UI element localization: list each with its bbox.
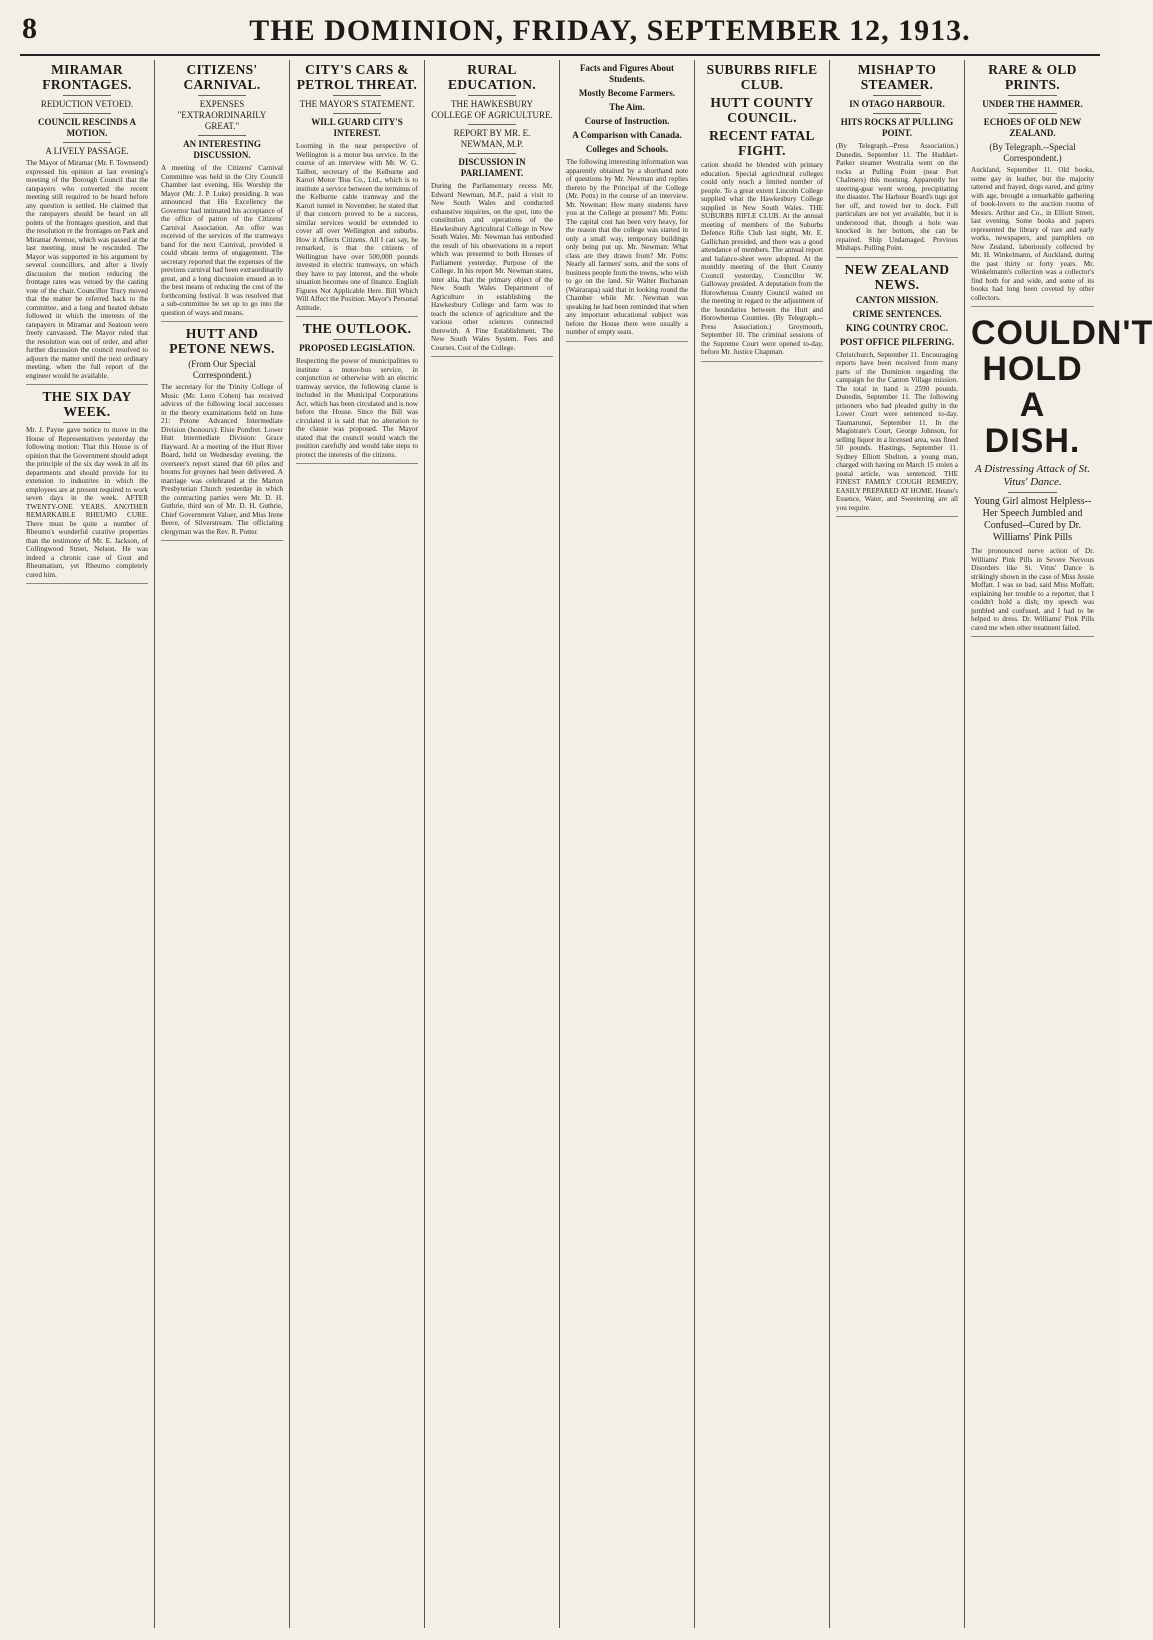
article (296, 62, 418, 317)
article-body: (By Telegraph.--Press Association.) Dunedin, September 11. The Huddart-Parker steamer Westralia went on the rocks at Pulling Point (near Port Chalmers) this morning. Apparently her steering-gear went wrong, precipitating the disaster. The Harbour Board's tugs got her off, and towed her to dock. Full particulars are not yet available, but it is understood that, though a hole was knocked in her bottom, she can be repaired. Ship Undamaged. Previous Mishaps. Pulling Point. (836, 142, 958, 252)
article-body: The following interesting information was apparently obtained by a shorthand note of questions by Mr. Newman and replies thereto by the Principal of the College (Mr. Potts) in the course of an interview. Mr. Newman: How many students have you at the College at present? Mr. Potts: The capital cost has been very heavy, for the reason that the college was started in only a small way, temporary buildings only being put up. Mr. Newman: What class are they drawn from? Mr. Potts: Nearly all farmers' sons, and the sons of business people from the towns, who wish to go on the land. Sir Walter Buchanan (Wairarapa) said that in looking round the Chamber while Mr. Newman was speaking he had been reminded that when any important educational subject was before the House there were usually a number of empty seats. (566, 158, 688, 336)
advert-subline: Young Girl almost Helpless--Her Speech Jumbled and Confused--Cured by Dr. Williams' Pink Pills (973, 496, 1092, 543)
masthead-rule (20, 54, 1100, 56)
masthead (20, 8, 1100, 56)
columns (20, 60, 1153, 1630)
column-5 (560, 60, 695, 1628)
article-headline: MISHAP TO STEAMER. (857, 62, 937, 92)
article-subhead: Facts and Figures About Students. (579, 63, 675, 84)
article-headline: THE SIX DAY WEEK. (42, 389, 132, 419)
divider (198, 95, 247, 96)
article-headline: THE OUTLOOK. (302, 321, 412, 336)
divider (63, 113, 112, 114)
article-subhead: A LIVELY PASSAGE. (45, 146, 129, 156)
article-subhead: THE MAYOR'S STATEMENT. (299, 99, 415, 109)
article (296, 321, 418, 464)
article-headline: CITIZENS' CARNIVAL. (183, 62, 261, 92)
article-headline: CITY'S CARS & PETROL THREAT. (296, 62, 418, 92)
article (161, 62, 283, 322)
article-subhead: THE HAWKESBURY COLLEGE OF AGRICULTURE. (431, 99, 553, 120)
article-subhead: Course of Instruction. (584, 116, 670, 126)
divider (333, 113, 382, 114)
article (26, 62, 148, 385)
divider (468, 153, 517, 154)
article-subhead: A Comparison with Canada. (572, 130, 682, 140)
article-headline: RECENT FATAL FIGHT. (709, 128, 815, 158)
divider (198, 135, 247, 136)
advert-headline: COULDN'T HOLD A DISH. (971, 314, 1153, 460)
article-body: Christchurch, September 11. Encouraging reports have been received from many parts of the Dominion regarding the campaign for the Canton Village mission. The total in hand is 2590 pounds. Dunedin, September 11. The following prisoners who had pleaded guilty in the Lower Court were sentenced to-day. Taumarunui, September 11. In the Magistrate's Court, George Johnson, for selling liquor in a licensed area, was fined 50 pounds. Hastings, September 11. Sydney Elliott Shelton, a young man, charged with having on March 15 stolen a postal article, was sentenced. THE FINEST FAMILY COUGH REMEDY, EASILY PREPARED AT HOME. Heane's Essence, Water, and Sweetening are all you require. (836, 350, 958, 512)
column-8 (965, 60, 1153, 1628)
article-subhead: Colleges and Schools. (585, 144, 669, 154)
column-4 (425, 60, 560, 1628)
article (431, 62, 553, 357)
article-subhead: POST OFFICE PILFERING. (839, 336, 955, 347)
divider (468, 95, 517, 96)
divider (873, 95, 922, 96)
article-subhead: CANTON MISSION. (855, 294, 939, 305)
article-subhead: REPORT BY MR. E. NEWMAN, M.P. (453, 128, 531, 149)
article (836, 62, 958, 258)
article-body: cation should be blended with primary education. Special agricultural colleges could only reach a limited number of people. To a great extent Lincoln College supplied what the Hawkesbury College supplied in New South Wales. THE SUBURBS RIFLE CLUB. At the annual meeting of members of the Suburbs Defence Rifle Club last night, Mr. E. Gallichan presided, and there was a good attendance of members. The annual report and balance-sheet were adopted. At the monthly meeting of the Hutt County Council yesterday, Councillor W. Galloway presided. A deputation from the Horowhenua County Council waited on the meeting in regard to the adjustment of the boundaries between the Hutt and Horowhenua Counties. (By Telegraph.--Press Association.) Greymouth, September 10. The criminal sessions of the Supreme Court were opened to-day, before Mr. Justice Chapman. (701, 161, 823, 356)
article-body: A meeting of the Citizens' Carnival Committee was held in the City Council Chamber last evening, His Worship the Mayor (Mr. J. P. Luke) presiding. It was announced that His Excellency the Governor had intimated his acceptance of the office of patron of the Citizens' Carnival Association. An offer was received of the services of the tramways band for the next Carnival, provided it could obtain terms of engagement. The secretary reported that the expenses of the previous carnival had been extraordinarily great, and a long discussion ensued as to the best means of reducing the cost of the forthcoming festival. It was resolved that a sub-committee be set up to go into the question of ways and means. (161, 164, 283, 317)
article-subhead: IN OTAGO HARBOUR. (849, 99, 945, 109)
article-body: During the Parliamentary recess Mr. Edward Newman, M.P., paid a visit to New South Wales and conducted exhaustive inquiries, on the spot, into the constitution and operations of the Hawkesbury Agricultural College in New South Wales. Mr. Newman has embodied the result of his observations in a report which was presented to both Houses of Parliament yesterday. Purpose of the College. In his report Mr. Newman states, inter alia, that the primary object of the New South Wales Department of Agriculture in establishing the Hawkesbury College and farm was to teach the science of agriculture and the various other sciences connected therewith. A Fine Establishment. The New South Wales System. Fees and Courses. Cost of the College. (431, 182, 553, 352)
article-subhead: HITS ROCKS AT PULLING POINT. (840, 117, 954, 138)
divider (468, 124, 517, 125)
article-subhead: COUNCIL RESCINDS A MOTION. (37, 117, 137, 138)
article-body: The secretary for the Trinity College of Music (Mr. Leon Cohen) has received advices of the following local successes in the theory examinations held on June 21: Petone Advanced Intermediate Division (honours): Elsie Pomfret. Lower Hutt Intermediate Division: Grace Hayward. At a meeting of the Hutt River Board, held on Wednesday evening, the overseer's report stated that 60 piles and booms for groynes had been delivered. A marriage was celebrated at the Marton Presbyterian Church yesterday in which the contracting parties were Mr. D. H. Guthrie, third son of Mr. D. H. Guthrie, Chief Government Valuer, and Miss Irene Beere, of Silverstream. The officiating clergyman was the Rev. R. Potter. (161, 383, 283, 536)
column-2 (155, 60, 290, 1628)
column-7 (830, 60, 965, 1628)
advertisement (971, 314, 1153, 637)
article (161, 326, 283, 541)
article-subhead: DISCUSSION IN PARLIAMENT. (458, 157, 526, 178)
page-number: 8 (22, 12, 37, 45)
article-headline: HUTT COUNTY COUNCIL. (710, 95, 814, 125)
article (701, 62, 823, 362)
column-6 (695, 60, 830, 1628)
article-headline: NEW ZEALAND NEWS. (844, 261, 950, 292)
article (971, 62, 1094, 307)
article (566, 63, 688, 342)
article-subhead: PROPOSED LEGISLATION. (299, 343, 415, 353)
article-subhead: REDUCTION VETOED. (40, 99, 134, 109)
article (836, 262, 958, 518)
article-subhead: (By Telegraph.--Special Correspondent.) (989, 142, 1076, 163)
article-headline: SUBURBS RIFLE CLUB. (706, 62, 818, 92)
advert-tagline: A Distressing Attack of St. Vitus' Dance. (975, 463, 1090, 488)
column-3 (290, 60, 425, 1628)
divider (1008, 95, 1057, 96)
article-headline: MIRAMAR FRONTAGES. (42, 62, 132, 92)
article-subhead: UNDER THE HAMMER. (982, 99, 1083, 109)
article-subhead: AN INTERESTING DISCUSSION. (183, 139, 261, 160)
newspaper-title: THE DOMINION, FRIDAY, SEPTEMBER 12, 1913. (249, 14, 971, 47)
article-subhead: WILL GUARD CITY'S INTEREST. (311, 117, 403, 138)
article (26, 389, 148, 584)
divider (63, 95, 112, 96)
divider (873, 113, 922, 114)
article-body: Mr. J. Payne gave notice to move in the House of Representatives yesterday the following motion: That this House is of opinion that the Government should adopt the principle of the six day week in all its departments and should provide for its extension to industries in which the employees are at present required to work seven days in the week. AFTER TWENTY-ONE YEARS. ANOTHER REMARKABLE RHEUMO CURE. There must be quite a number of Rheumo's wonderful curative properties than the testimony of Mr. E. Jackson, of Collingwood Street, Nelson. He was indeed a chronic case of Gout and Rheumatism, yet Rheumo completely cured him. (26, 426, 148, 579)
article-subhead: ECHOES OF OLD NEW ZEALAND. (983, 117, 1082, 138)
article-headline: HUTT AND PETONE NEWS. (169, 326, 275, 356)
article-subhead: Mostly Become Farmers. (578, 88, 676, 98)
article-subhead: The Aim. (609, 102, 645, 112)
divider (333, 339, 382, 340)
advert-body: The pronounced nerve action of Dr. Williams' Pink Pills in Severe Nervous Disorders like St. Vitus' Dance is strikingly shown in the case of Miss Jessie Moffatt. I was so bad, said Miss Moffatt, explaining her trouble to a reporter, that I couldn't hold a dish; my speech was jumbled and confused, and I had to be helped to dress. Dr. Williams' Pink Pills cured me when other treatment failed. (971, 547, 1094, 632)
divider (1008, 492, 1057, 493)
article-subhead: CRIME SENTENCES. (852, 308, 942, 319)
article-headline: RARE & OLD PRINTS. (988, 62, 1077, 92)
article-body: Auckland, September 11. Old books, some gay in leather, but the majority tattered and frayed, dogs eared, and grimy with age, brought a remarkable gathering of book-lovers to the auction rooms of Messrs. Arthur and Co., in Elliott Street, last evening. Some books and papers represented the library of rare and early works, newspapers, and pamphlets on New Zealand, laboriously collected by Mr. H. Winkelmann, of Auckland, during the past thirty or forty years. Mr. Winkelmann's collection was a collector's find both for and wide, and some of its books had long been coveted by other collectors. (971, 166, 1094, 302)
article-body: The Mayor of Miramar (Mr. F. Townsend) expressed his opinion at last evening's meeting of the Borough Council that the ratepayers who converted the recent meeting still required to be heard before any question is settled. He claimed that the ratepayers should be heard on all points of the frontages question, and that the resolution re the frontages on Park and Miramar Avenue, which was passed at the last meeting, must be rescinded. The Mayor was supported in his argument by several councillors, and after a lively discussion the motion reducing the frontage rates was vetoed by the casting vote of the chair. Councillor Tracy moved that the matter be referred back to the committee, and a long and heated debate followed in which the interests of the ratepayers in Miramar and Seatoun were freely canvassed. The Mayor ruled that the resolution was out of order, and after further discussion the council resolved to adjourn the matter until the next ordinary meeting, when the full report of the engineer would be available. (26, 159, 148, 380)
article-headline: RURAL EDUCATION. (448, 62, 536, 92)
article-subhead: EXPENSES "EXTRAORDINARILY GREAT." (177, 99, 267, 131)
divider (63, 422, 112, 423)
divider (63, 142, 112, 143)
divider (333, 95, 382, 96)
article-subhead: (From Our Special Correspondent.) (188, 359, 256, 380)
divider (1008, 113, 1057, 114)
article-body: Respecting the power of municipalities to institute a motor-bus service, in conjunction or otherwise with an electric tramway service, the following clause is included in the Municipal Corporations Act, which has been circulated and is now before the House. Since the Bill was circulated it is said that no alteration to the clause was proposed. The Mayor stated that the council would watch the position carefully and would take steps to protect the interests of the citizens. (296, 357, 418, 459)
article-body: Looming in the near perspective of Wellington is a motor bus service. In the course of an interview with Mr. W. G. Tailbot, secretary of the Kelburne and Karori Motor 'Bus Co., Ltd., which is to institute a service between the terminus of the Kelburne cable tramway and the Karori tunnel in November, he stated that if that concern proved to be a success, similar services would be extended to cover all over Wellington and suburbs. How it Affects Citizens. All I can say, he remarked, is that the citizens of Wellington have over 500,000 pounds invested in electric tramways, on which they have to pay interest, and the whole situation becomes one of finance. English Figures Not Applicable Here. Bill Which Will Affect the Position. Mayor's Personal Attitude. (296, 142, 418, 312)
article-subhead: KING COUNTRY CROC. (845, 322, 949, 333)
column-1 (20, 60, 155, 1628)
